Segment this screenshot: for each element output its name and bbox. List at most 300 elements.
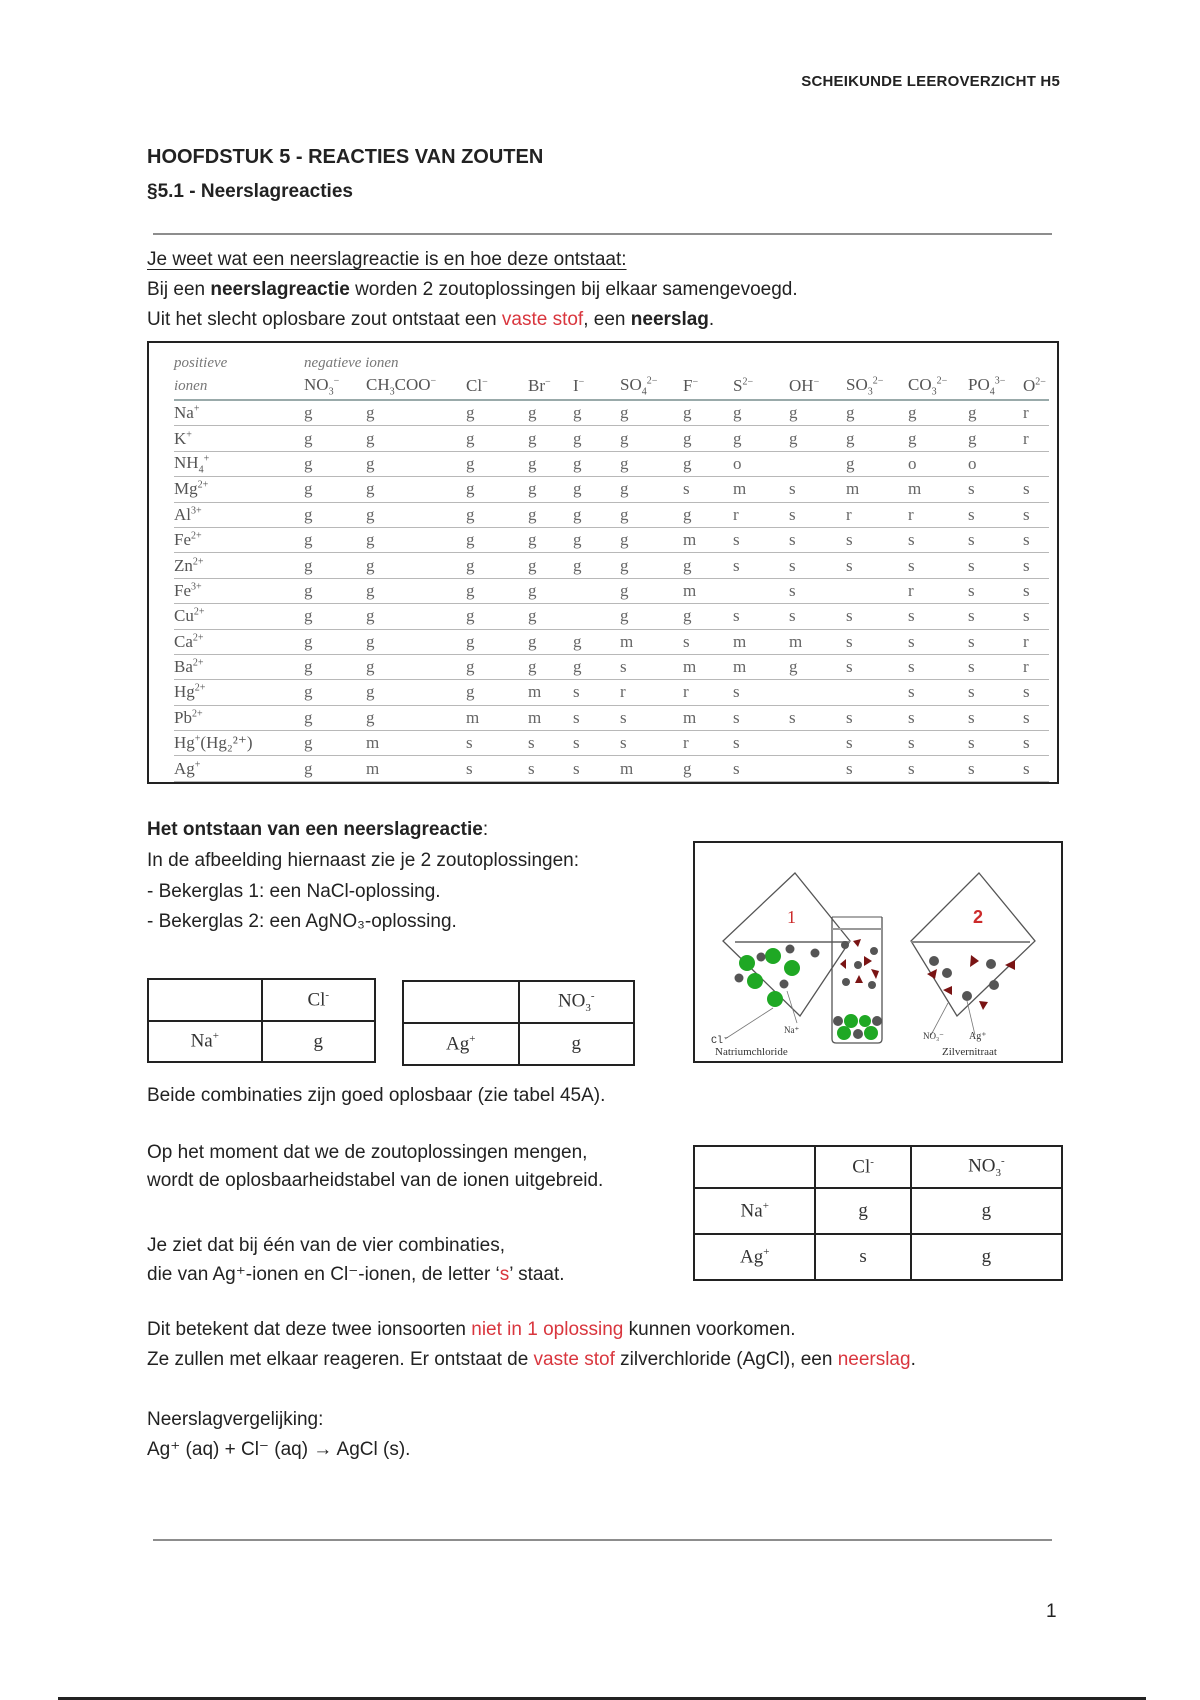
- solubility-cell: g: [466, 654, 528, 679]
- solubility-cell: s: [908, 705, 968, 730]
- table-row: [174, 604, 1049, 629]
- text: Na: [174, 403, 194, 423]
- solubility-cell: g: [683, 553, 733, 578]
- cation-label: [174, 553, 304, 578]
- solubility-cell: g: [366, 553, 466, 578]
- cation-label: [174, 654, 304, 679]
- text: SO: [620, 374, 642, 394]
- text: S: [733, 376, 743, 395]
- solubility-cell: g: [304, 654, 366, 679]
- solubility-cell: m: [789, 629, 846, 654]
- text: NO: [304, 374, 329, 394]
- nitrate-ion: [855, 975, 863, 983]
- solubility-cell: g: [366, 426, 466, 451]
- text: kunnen voorkomen.: [623, 1319, 796, 1340]
- agno3-table: [402, 980, 635, 1066]
- cation-label: [694, 1188, 815, 1234]
- solubility-table: [174, 353, 1049, 782]
- row-header-na: [148, 1021, 262, 1062]
- solubility-cell: g: [620, 502, 683, 527]
- text: I: [573, 376, 579, 395]
- text: O: [1023, 376, 1036, 395]
- text: 3+: [191, 581, 202, 593]
- solubility-cell: r: [1023, 400, 1049, 426]
- solubility-cell: m: [528, 680, 573, 705]
- solubility-cell: g: [789, 654, 846, 679]
- text: -: [870, 1155, 874, 1168]
- text: COO: [394, 374, 431, 394]
- solubility-cell: s: [1023, 527, 1049, 552]
- text: +: [762, 1199, 769, 1212]
- anion-header: [815, 1146, 910, 1188]
- formation-line-1: In de afbeelding hiernaast zie je 2 zoutoplossingen:: [147, 850, 580, 871]
- text: Ag: [739, 1246, 764, 1268]
- text: die van Ag⁺-ionen en Cl⁻-ionen, de letter ‘: [147, 1264, 500, 1285]
- nitrate-ion: [864, 956, 872, 966]
- solubility-cell: g: [528, 629, 573, 654]
- nacl-table: [147, 978, 376, 1063]
- anion-header: [573, 373, 620, 400]
- solubility-cell: s: [815, 1234, 910, 1280]
- solubility-cell: g: [573, 400, 620, 426]
- table-row: [174, 502, 1049, 527]
- solubility-cell: g: [304, 451, 366, 476]
- solubility-cell: [789, 680, 846, 705]
- text: 3−: [994, 375, 1006, 387]
- solubility-cell: s: [789, 477, 846, 502]
- solubility-cell: m: [683, 527, 733, 552]
- solubility-cell: g: [528, 654, 573, 679]
- chloride-ion: [784, 960, 800, 976]
- top-divider: [153, 233, 1052, 235]
- cation-label: [174, 604, 304, 629]
- solubility-cell: [733, 578, 789, 603]
- anion-header: [733, 373, 789, 400]
- term-neerslag: neerslag: [837, 1349, 911, 1370]
- text: K: [174, 428, 187, 448]
- running-header: SCHEIKUNDE LEEROVERZICHT H5: [801, 73, 1060, 90]
- formation-heading: [147, 816, 488, 843]
- beakers-illustration: [695, 843, 1061, 1061]
- solubility-cell: g: [466, 553, 528, 578]
- text: Zn: [174, 555, 193, 575]
- sodium-ion: [786, 945, 795, 954]
- solubility-cell: g: [789, 426, 846, 451]
- text: 3: [931, 386, 937, 398]
- letter-s: s: [499, 1264, 510, 1285]
- table-row: [174, 527, 1049, 552]
- solubility-cell: s: [1023, 553, 1049, 578]
- solubility-cell: [789, 756, 846, 781]
- text: 4: [198, 464, 204, 476]
- text: 2+: [192, 555, 204, 567]
- solubility-cell: s: [846, 553, 908, 578]
- solubility-cell: [573, 578, 620, 603]
- text: Fe: [174, 530, 191, 550]
- solubility-cell: r: [733, 502, 789, 527]
- table-header-row: [694, 1146, 1062, 1188]
- empty-cell: [694, 1146, 815, 1188]
- table-row: [174, 426, 1049, 451]
- conclusion-line-2: [147, 1346, 916, 1373]
- solubility-cell: g: [366, 705, 466, 730]
- solubility-cell: g: [620, 477, 683, 502]
- solubility-cell: s: [846, 527, 908, 552]
- text: Br: [528, 376, 545, 395]
- solubility-cell: s: [908, 654, 968, 679]
- solubility-cell: g: [968, 400, 1023, 426]
- solubility-cell: s: [733, 553, 789, 578]
- solubility-cell: s: [789, 502, 846, 527]
- text: .: [708, 309, 715, 330]
- table-row: [174, 578, 1049, 603]
- solubility-cell: s: [846, 731, 908, 756]
- anion-header: [846, 373, 908, 400]
- solubility-cell: s: [733, 705, 789, 730]
- solubility-cell: s: [733, 527, 789, 552]
- solubility-cell: g: [366, 604, 466, 629]
- text: 2−: [1035, 376, 1046, 388]
- table-row: [174, 731, 1049, 756]
- anion-header: [304, 373, 366, 400]
- anion-header: [908, 373, 968, 400]
- solubility-cell: g: [304, 527, 366, 552]
- text: +: [203, 453, 210, 465]
- text: SO: [846, 374, 868, 394]
- solubility-cell: s: [1023, 731, 1049, 756]
- sodium-ion: [757, 953, 766, 962]
- table-row: [174, 477, 1049, 502]
- equation-label: Neerslagvergelijking:: [147, 1409, 324, 1430]
- solubility-cell: g: [733, 426, 789, 451]
- solubility-cell: g: [304, 426, 366, 451]
- cation-label: [174, 527, 304, 552]
- beaker-2: [911, 873, 1035, 1035]
- text: 2+: [191, 708, 203, 720]
- solubility-cell: g: [620, 426, 683, 451]
- cation-label: [174, 705, 304, 730]
- solubility-cell: g: [620, 400, 683, 426]
- page-number: 1: [1046, 1601, 1057, 1622]
- text: CH: [366, 374, 390, 394]
- caption-sodium-chloride: Natriumchloride: [715, 1046, 788, 1058]
- nitrate-ion: [840, 959, 846, 969]
- solubility-cell: s: [1023, 756, 1049, 781]
- sodium-ion: [811, 949, 820, 958]
- solubility-cell: s: [908, 553, 968, 578]
- term-vaste-stof: vaste stof: [533, 1349, 615, 1370]
- solubility-cell: g: [466, 629, 528, 654]
- section-title: §5.1 - Neerslagreacties: [147, 181, 353, 202]
- solubility-cell: g: [466, 604, 528, 629]
- text: 2+: [192, 632, 204, 644]
- solubility-cell: g: [528, 477, 573, 502]
- solubility-cell: g: [304, 578, 366, 603]
- solubility-cell: s: [908, 731, 968, 756]
- solubility-cell: s: [968, 604, 1023, 629]
- solubility-cell: g: [466, 451, 528, 476]
- solubility-cell: o: [908, 451, 968, 476]
- solubility-cell: o: [733, 451, 789, 476]
- solubility-cell: [789, 731, 846, 756]
- text: NO: [968, 1155, 996, 1177]
- solubility-cell: s: [908, 629, 968, 654]
- solubility-cell: g: [620, 578, 683, 603]
- solubility-cell: s: [968, 629, 1023, 654]
- solubility-cell: g: [528, 502, 573, 527]
- solubility-cell: s: [908, 604, 968, 629]
- text: +: [194, 733, 201, 745]
- solubility-cell: [1023, 451, 1049, 476]
- solubility-cell: g: [789, 400, 846, 426]
- solubility-cell: g: [573, 527, 620, 552]
- table-row: [694, 1234, 1062, 1280]
- col-header-cl: [262, 979, 376, 1021]
- text: 2−: [872, 375, 884, 387]
- solubility-cell: g: [911, 1234, 1062, 1280]
- solubility-cell: g: [968, 426, 1023, 451]
- silver-ion: [870, 947, 878, 955]
- solubility-cell: g: [573, 502, 620, 527]
- both-soluble-note: Beide combinaties zijn goed oplosbaar (zie tabel 45A).: [147, 1085, 606, 1106]
- solubility-cell: s: [846, 705, 908, 730]
- solubility-cell: m: [683, 705, 733, 730]
- text: 2−: [742, 376, 754, 388]
- silver-ion: [962, 991, 972, 1001]
- solubility-cell: s: [733, 731, 789, 756]
- solubility-cell: s: [968, 654, 1023, 679]
- nitrate-ion: [871, 969, 879, 979]
- learning-goal-text: Je weet wat een neerslagreactie is en hoe deze ontstaat:: [147, 249, 627, 270]
- solubility-cell: s: [846, 629, 908, 654]
- solubility-cell: s: [968, 578, 1023, 603]
- formation-heading-text: Het ontstaan van een neerslagreactie: [147, 819, 483, 840]
- solubility-cell: m: [466, 705, 528, 730]
- solubility-cell: g: [466, 578, 528, 603]
- solubility-cell: s: [968, 756, 1023, 781]
- table-row: [174, 756, 1049, 781]
- solubility-cell: s: [968, 527, 1023, 552]
- chloride-ion: [747, 973, 763, 989]
- anion-header: [1023, 373, 1049, 400]
- solubility-cell: s: [733, 756, 789, 781]
- solubility-cell: g: [366, 629, 466, 654]
- cation-label: [174, 426, 304, 451]
- sodium-ion: [780, 980, 789, 989]
- text: Ze zullen met elkaar reageren. Er ontstaat de: [147, 1349, 534, 1370]
- cation-label: [174, 502, 304, 527]
- cell-value: g: [519, 1023, 635, 1065]
- text: +: [212, 1030, 219, 1043]
- solubility-cell: g: [573, 426, 620, 451]
- solubility-cell: g: [733, 400, 789, 426]
- solubility-cell: s: [466, 731, 528, 756]
- beaker-1-number: 1: [787, 907, 796, 927]
- text: Fe: [174, 580, 191, 600]
- solubility-cell: g: [466, 527, 528, 552]
- solubility-cell: m: [683, 578, 733, 603]
- solubility-cell: g: [466, 477, 528, 502]
- solubility-cell: s: [1023, 578, 1049, 603]
- silver-ion: [929, 956, 939, 966]
- solubility-cell: [789, 451, 846, 476]
- mixing-line-4: [147, 1261, 565, 1288]
- solubility-cell: s: [573, 731, 620, 756]
- solubility-cell: m: [846, 477, 908, 502]
- solubility-cell: s: [789, 604, 846, 629]
- solubility-cell: m: [908, 477, 968, 502]
- solubility-cell: g: [846, 400, 908, 426]
- learning-goal: [147, 246, 627, 273]
- cation-label: [174, 578, 304, 603]
- corner-label-bottom: ionen: [174, 373, 304, 400]
- solubility-cell: g: [620, 527, 683, 552]
- solubility-cell: s: [789, 578, 846, 603]
- cell-value: g: [262, 1021, 376, 1062]
- text: Ba: [174, 657, 193, 677]
- silver-ion: [841, 941, 849, 949]
- text: Cl: [307, 989, 326, 1011]
- solubility-cell: g: [366, 527, 466, 552]
- solubility-cell: o: [968, 451, 1023, 476]
- term-neerslagreactie: neerslagreactie: [210, 279, 350, 300]
- solubility-cell: r: [620, 680, 683, 705]
- text: Ca: [174, 631, 193, 651]
- solubility-cell: g: [683, 502, 733, 527]
- text: +: [193, 403, 200, 415]
- solubility-cell: s: [908, 680, 968, 705]
- solubility-cell: g: [304, 553, 366, 578]
- anion-header: [911, 1146, 1062, 1188]
- text: −: [430, 375, 437, 387]
- solubility-cell: g: [846, 426, 908, 451]
- solubility-cell: s: [908, 527, 968, 552]
- text: 2−: [646, 375, 658, 387]
- solubility-cell: g: [683, 604, 733, 629]
- cation-label: [694, 1234, 815, 1280]
- text: Ag: [174, 758, 195, 778]
- solubility-cell: g: [366, 680, 466, 705]
- solubility-cell: s: [1023, 477, 1049, 502]
- formation-line-2: - Bekerglas 1: een NaCl-oplossing.: [147, 881, 441, 902]
- solubility-cell: m: [733, 477, 789, 502]
- solubility-cell: s: [968, 731, 1023, 756]
- solubility-cell: r: [908, 578, 968, 603]
- solubility-cell: g: [815, 1188, 910, 1234]
- text: 2+: [193, 606, 205, 618]
- solubility-cell: m: [620, 629, 683, 654]
- text: −: [578, 376, 585, 388]
- solubility-cell: s: [846, 604, 908, 629]
- table-row: [174, 705, 1049, 730]
- solubility-cell: g: [304, 629, 366, 654]
- solubility-cell: g: [528, 400, 573, 426]
- cation-label: [174, 477, 304, 502]
- table-row: [174, 553, 1049, 578]
- solubility-cell: g: [304, 477, 366, 502]
- anion-header: [789, 373, 846, 400]
- solubility-cell: g: [573, 477, 620, 502]
- solubility-cell: r: [846, 502, 908, 527]
- text: (Hg₂²⁺): [200, 733, 253, 753]
- solubility-cell: s: [466, 756, 528, 781]
- solubility-cell: g: [528, 426, 573, 451]
- formation-line-3: - Bekerglas 2: een AgNO₃-oplossing.: [147, 911, 457, 932]
- solubility-cell: s: [968, 705, 1023, 730]
- text: 2+: [192, 657, 204, 669]
- text: .: [910, 1349, 916, 1370]
- row-header-ag: [403, 1023, 519, 1065]
- text: zilverchloride (AgCl), een: [614, 1349, 838, 1370]
- table-row: [174, 629, 1049, 654]
- text: Al: [174, 504, 191, 524]
- intro-line-2: [147, 306, 714, 333]
- text: Hg: [174, 733, 195, 753]
- solubility-cell: s: [846, 756, 908, 781]
- solubility-cell: s: [683, 629, 733, 654]
- term-neerslag: neerslag: [630, 309, 709, 330]
- text: Na: [190, 1030, 213, 1052]
- text: Bij een: [147, 279, 211, 300]
- solubility-cell: m: [528, 705, 573, 730]
- solubility-cell: g: [573, 451, 620, 476]
- text: 3: [585, 1002, 591, 1015]
- table-row: [694, 1188, 1062, 1234]
- solubility-cell: g: [366, 400, 466, 426]
- text: Dit betekent dat deze twee ionsoorten: [147, 1319, 472, 1340]
- solubility-cell: g: [683, 400, 733, 426]
- solubility-cell: s: [789, 705, 846, 730]
- solubility-cell: s: [1023, 705, 1049, 730]
- intro-line-1: [147, 276, 798, 303]
- text: −: [482, 376, 488, 388]
- solubility-cell: g: [528, 578, 573, 603]
- mixing-line-1: Op het moment dat we de zoutoplossingen mengen,: [147, 1142, 588, 1163]
- solubility-cell: g: [304, 731, 366, 756]
- text: NH: [174, 452, 199, 472]
- empty-cell: [403, 981, 519, 1023]
- solubility-cell: g: [466, 400, 528, 426]
- table-row: [174, 400, 1049, 426]
- term-vaste-stof: vaste stof: [501, 309, 584, 330]
- solubility-cell: g: [366, 451, 466, 476]
- solubility-cell: m: [366, 756, 466, 781]
- negative-ions-label: negatieve ionen: [304, 354, 399, 371]
- text: PO: [968, 374, 990, 394]
- solubility-cell: g: [366, 477, 466, 502]
- solubility-cell: g: [466, 680, 528, 705]
- solubility-cell: s: [968, 680, 1023, 705]
- text: 2+: [194, 682, 206, 694]
- solubility-cell: g: [908, 426, 968, 451]
- solubility-cell: g: [304, 502, 366, 527]
- solubility-cell: s: [620, 654, 683, 679]
- precipitation-diagram: [693, 841, 1063, 1063]
- solubility-cell: s: [733, 680, 789, 705]
- text: 2+: [197, 479, 209, 491]
- text: −: [813, 376, 820, 388]
- solubility-cell: g: [304, 604, 366, 629]
- solubility-cell: g: [528, 553, 573, 578]
- solubility-cell: g: [528, 527, 573, 552]
- text: OH: [789, 376, 814, 395]
- cation-label: [174, 451, 304, 476]
- solubility-cell: r: [908, 502, 968, 527]
- cation-label: [174, 629, 304, 654]
- nitrate-ion: [970, 955, 979, 967]
- solubility-cell: g: [573, 553, 620, 578]
- solubility-cell: g: [304, 400, 366, 426]
